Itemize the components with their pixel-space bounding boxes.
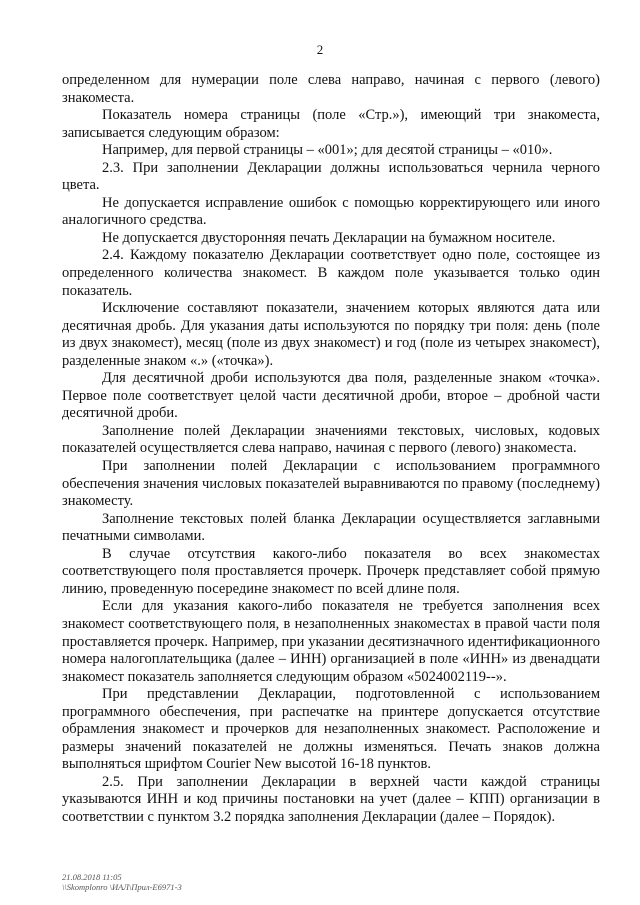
document-body bbox=[62, 72, 600, 827]
print-stamp-footer bbox=[62, 872, 182, 892]
paragraph: Исключение составляют показатели, значением которых являются дата или десятичная дробь. Для указания даты используются по порядку три поля: день (поле из двух знакомест), месяц (поле из двух знакомест) и год (поле из четырех знакомест), разделенные знаком «.» («точка»). bbox=[62, 300, 600, 369]
paragraph: Не допускается двусторонняя печать Декларации на бумажном носителе. bbox=[102, 229, 556, 246]
paragraph: Показатель номера страницы (поле «Стр.»), имеющий три знакоместа, записывается следующим образом: bbox=[62, 107, 600, 141]
paragraph: Для десятичной дроби используются два поля, разделенные знаком «точка». Первое поле соответствует целой части десятичной дроби, второе – дробной части десятичной дроби. bbox=[62, 370, 600, 422]
paragraph: определенном для нумерации поле слева направо, начиная с первого (левого) знакоместа. bbox=[62, 72, 600, 106]
print-timestamp: 21.08.2018 11:05 bbox=[62, 872, 122, 882]
paragraph: Не допускается исправление ошибок с помощью корректирующего или иного аналогичного средства. bbox=[62, 194, 600, 229]
paragraph: 2.4. Каждому показателю Декларации соответствует одно поле, состоящее из определенного количества знакомест. В каждом поле указывается только один показатель. bbox=[62, 247, 600, 299]
page-number: 2 bbox=[316, 42, 324, 57]
paragraph: Если для указания какого-либо показателя не требуется заполнения всех знакомест соответствующего поля, в незаполненных знакоместах в правой части поля проставляется прочерк. Например, при указании десятизначного идентификационного номера налогоплательщика (далее – ИНН) организацией в поле «ИНН» из двенадцати знакомест показатель заполняется следующим образом «5024002119--». bbox=[62, 598, 600, 685]
paragraph: В случае отсутствия какого-либо показателя во всех знакоместах соответствующего поля проставляется прочерк. Прочерк представляет собой прямую линию, проведенную посередине знакомест по всей длине поля. bbox=[62, 545, 600, 597]
file-path: \\Skomplonro \ИАЛ\Прил-Е6971-3 bbox=[62, 882, 182, 892]
paragraph: При представлении Декларации, подготовленной с использованием программного обеспечения, при распечатке на принтере допускается отсутствие обрамления знакомест и прочерков для незаполненных знакомест. Расположение и размеры значений показателей не должны изменяться. Печать знаков должна выполняться шрифтом Courier New высотой 16-18 пунктов. bbox=[62, 686, 600, 773]
paragraph: 2.3. При заполнении Декларации должны использоваться чернила черного цвета. bbox=[62, 159, 600, 194]
paragraph: 2.5. При заполнении Декларации в верхней части каждой страницы указываются ИНН и код причины постановки на учет (далее – КПП) организации в соответствии с пунктом 3.2 порядка заполнения Декларации (далее – Порядок). bbox=[62, 773, 600, 825]
paragraph: Заполнение полей Декларации значениями текстовых, числовых, кодовых показателей осуществляется слева направо, начиная с первого (левого) знакоместа. bbox=[62, 422, 600, 457]
paragraph: Например, для первой страницы – «001»; для десятой страницы – «010». bbox=[102, 142, 553, 159]
paragraph: Заполнение текстовых полей бланка Декларации осуществляется заглавными печатными символами. bbox=[62, 510, 600, 545]
paragraph: При заполнении полей Декларации с использованием программного обеспечения значения числовых показателей выравниваются по правому (последнему) знакоместу. bbox=[62, 458, 600, 510]
